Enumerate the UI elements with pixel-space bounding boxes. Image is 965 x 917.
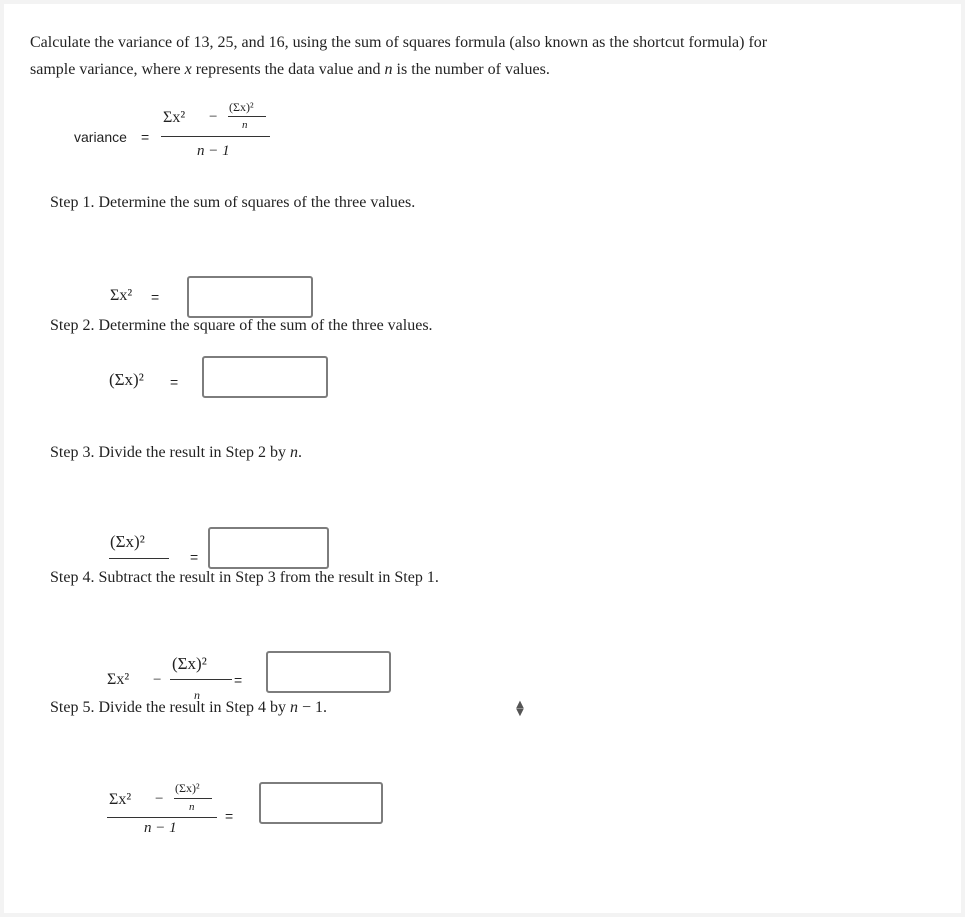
step-4-n: n (194, 688, 200, 702)
step-2-equals: = (170, 374, 179, 390)
step-5-minus: − (155, 791, 164, 807)
step-5-text-b: − 1. (297, 699, 328, 716)
step-5-main-fraction-bar (107, 817, 217, 818)
divided-by-n-input[interactable] (208, 527, 329, 569)
step-4-text: Step 4. Subtract the result in Step 3 from the result in Step 1. (50, 569, 439, 586)
step-4-fraction-bar (170, 679, 232, 680)
step-4-sum-x2: Σx² (107, 671, 130, 688)
formula-minus: − (209, 109, 218, 125)
step-3-var-n: n (289, 444, 298, 461)
step-5-equals: = (225, 808, 234, 824)
difference-input[interactable] (266, 651, 391, 693)
intro-line-2-a: sample variance, where (30, 61, 185, 78)
intro-line-2-b: represents the data value and (191, 61, 385, 78)
step-5-var-n: n (289, 699, 298, 716)
step-5-sumx-squared: (Σx)² (175, 781, 200, 795)
question-card (4, 4, 961, 913)
step-1-text: Step 1. Determine the sum of squares of the three values. (50, 194, 416, 211)
formula-sum-x2: Σx² (163, 109, 186, 126)
formula-inner-fraction-bar (228, 116, 266, 117)
question-text-line-1 (30, 29, 767, 56)
step-5-denominator: n − 1 (144, 820, 177, 836)
scroll-control[interactable] (514, 701, 526, 717)
step-5-text-a: Step 5. Divide the result in Step 4 by (50, 699, 290, 716)
intro-var-x: x (184, 61, 192, 78)
variance-label: variance (74, 129, 127, 145)
step-3-text-b: . (297, 444, 302, 461)
step-4-sumx-squared: (Σx)² (172, 654, 207, 673)
question-text-line-2 (30, 56, 550, 83)
step-2-sumx-squared: (Σx)² (109, 370, 144, 389)
step-3-text-a: Step 3. Divide the result in Step 2 by (50, 444, 290, 461)
intro-var-n: n (384, 61, 393, 78)
scroll-down-icon[interactable]: ▼ (516, 707, 524, 718)
intro-line-1-text: Calculate the variance of 13, 25, and 16, using the sum of squares formula (also known as the shortcut formula) for (30, 34, 768, 51)
formula-inner-n: n (242, 119, 248, 131)
step-3-equals: = (190, 549, 199, 565)
scroll-up-icon[interactable]: ▲ (516, 699, 524, 710)
square-of-sum-input[interactable] (202, 356, 328, 398)
step-1-equals: = (151, 289, 160, 305)
step-5-sum-x2: Σx² (109, 791, 132, 808)
step-3-sumx-squared: (Σx)² (110, 532, 145, 551)
step-1-sum-x2: Σx² (110, 287, 133, 304)
formula-denominator: n − 1 (197, 143, 230, 159)
step-4-minus: − (153, 672, 162, 688)
step-4-equals: = (234, 672, 243, 688)
variance-result-input[interactable] (259, 782, 383, 824)
formula-sumx-squared: (Σx)² (229, 100, 254, 114)
step-5-inner-n: n (189, 801, 195, 813)
formula-main-fraction-bar (161, 136, 270, 137)
intro-line-2-c: is the number of values. (392, 61, 550, 78)
variance-equals: = (141, 129, 150, 145)
step-2-text: Step 2. Determine the square of the sum of the three values. (50, 317, 433, 334)
step-5-inner-fraction-bar (174, 798, 212, 799)
step-5-text (50, 699, 327, 717)
sum-of-squares-input[interactable] (187, 276, 313, 318)
step-3-fraction-bar (109, 558, 169, 559)
step-3-text (50, 444, 302, 462)
